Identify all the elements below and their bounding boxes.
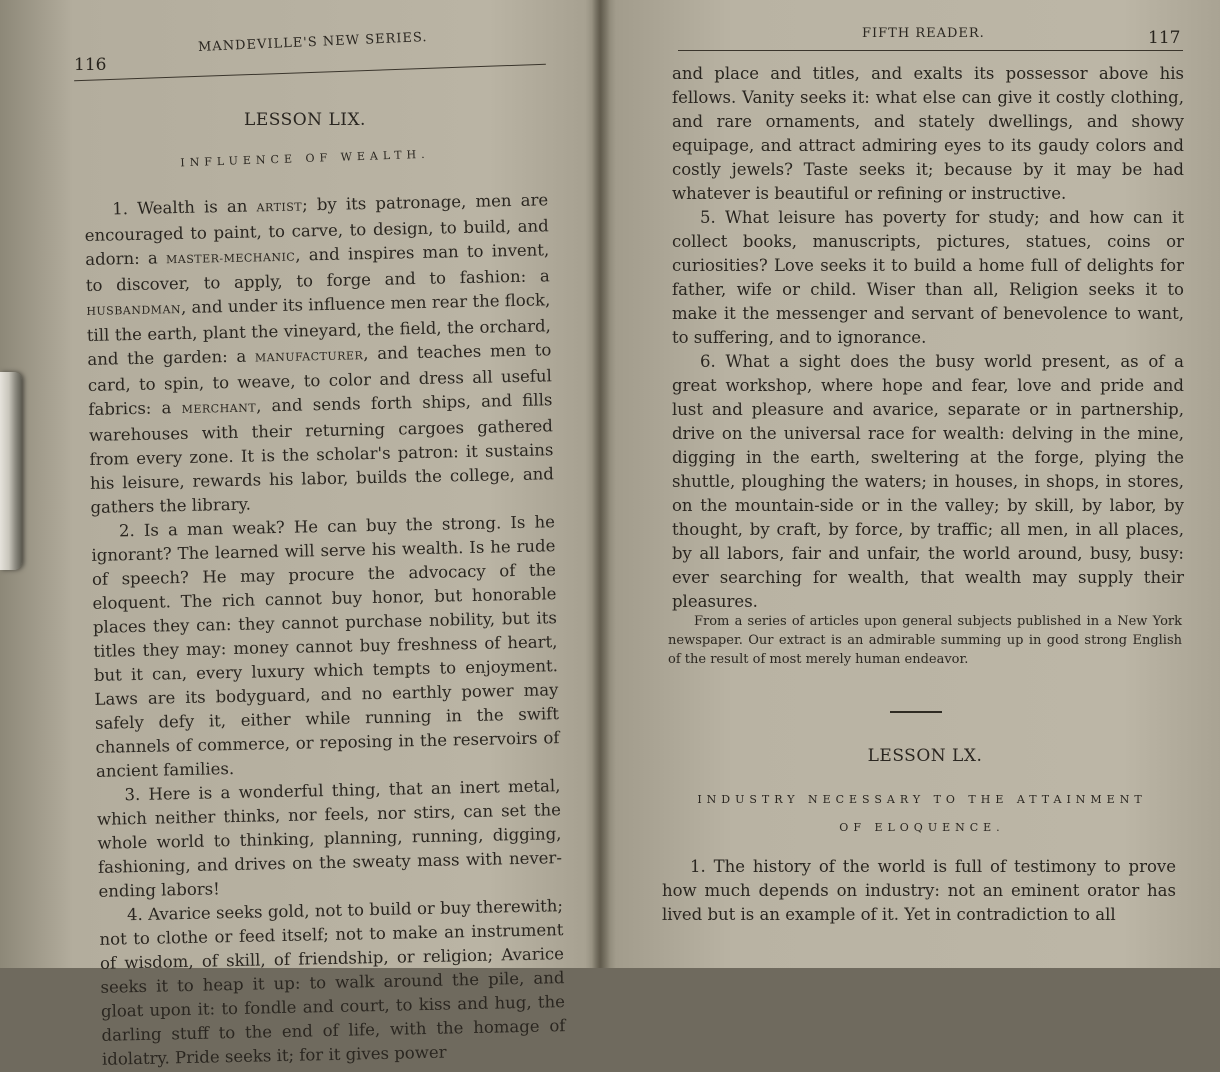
lesson-body-next: [662, 855, 1176, 927]
paragraph: [84, 188, 555, 520]
small-caps-term: MANUFACTURER: [254, 349, 364, 365]
lesson-subtitle-line2: OF ELOQUENCE.: [839, 821, 1005, 834]
text-run: , and under its influence men rear the flock, till the earth, plant the vineyard, the field, the orchard, and the garden: a: [86, 290, 551, 369]
paragraph: and place and titles, and exalts its possessor above his fellows. Vanity seeks it: what else can give it costly clothing, and rare ornaments, and stately dwellings, and showy equipage, and attract admiring eyes to its gaudy colors and costly jewels? Taste seeks it; because by it may be had whatever is beautiful or refining or instructive.: [672, 64, 1184, 203]
lesson-subtitle: INDUSTRY NECESSARY TO THE ATTAINMENT: [697, 793, 1147, 806]
header-rule: [74, 64, 546, 81]
paragraph: 4. Avarice seeks gold, not to build or buy therewith; not to clothe or feed itself; not to make an instrument of wisdom, of skill, of friendship, or religion; Avarice seeks it to heap it up: to walk around the pile, and gloat upon it: to fondle and court, to kiss and hug, the darling stuff to the end of life, with the homage of idolatry. Pride seeks it; for it gives power: [99, 896, 566, 1069]
paragraph: 2. Is a man weak? He can buy the strong. Is he ignorant? The learned will serve his wealth. Is he rude of speech? He may procure the advocacy of the eloquent. The rich cannot buy honor, but honorable places they can: they cannot purchase nobility, but its titles they may: money cannot buy freshness of heart, but it can, every luxury which tempts to enjoyment. Laws are its bodyguard, and no earthly power may safely defy it, either while running in the swift channels of commerce, or reposing in the reservoirs of ancient families.: [91, 512, 560, 781]
paragraph: 3. Here is a wonderful thing, that an inert metal, which neither thinks, nor feels, nor stirs, can set the whole world to thinking, planning, running, digging, fashioning, and drives on the sweaty mass with never-ending labors!: [96, 776, 563, 901]
text-run: , and inspires man to invent, to discover, to apply, to forge and to fashion: a: [85, 240, 550, 295]
section-divider: [890, 711, 942, 713]
text-run: 1. Wealth is an: [112, 196, 257, 219]
small-caps-term: HUSBANDMAN: [86, 302, 182, 318]
page-number: 116: [74, 55, 107, 75]
paragraph: 5. What leisure has poverty for study; and how can it collect books, manuscripts, pictures, statues, coins or curiosities? Love seeks it to build a home full of delights for father, wife or child. Wiser than all, Religion seeks it to make it the messenger and servant of benevolence to want, to suffering, and to ignorance.: [672, 208, 1184, 347]
lesson-title: LESSON LX.: [867, 746, 983, 766]
header-rule: [678, 50, 1183, 51]
small-caps-term: MERCHANT: [181, 401, 257, 416]
paragraph: 6. What a sight does the busy world present, as of a great workshop, where hope and fear, love and pride and lust and pleasure and avarice, separate or in partnership, drive on the universal race for wealth: delving in the mine, digging in the earth, sweltering at the forge, plying the shuttle, ploughing the waters; in houses, in shops, in stores, on the mountain-side or in the valley; by skill, by labor, by thought, by craft, by force, by traffic; all men, in all places, by all labors, fair and unfair, the world around, busy, busy: ever searching for wealth, that wealth may supply their pleasures.: [672, 352, 1184, 611]
source-note: [668, 612, 1182, 669]
lesson-title: LESSON LIX.: [244, 110, 366, 130]
right-page: [600, 0, 1220, 968]
running-head: MANDEVILLE'S NEW SERIES.: [197, 29, 428, 56]
small-caps-term: ARTIST: [256, 200, 303, 215]
note-text: From a series of articles upon general subjects published in a New York newspaper. Our extract is an admirable summing up in good strong English of the result of most merely human endeavor.: [668, 614, 1182, 667]
small-caps-term: MASTER-MECHANIC: [165, 250, 296, 267]
text-run: , and teaches men to card, to spin, to weave, to color and dress all useful fabrics: a: [87, 340, 553, 419]
lesson-body: [84, 188, 566, 1072]
running-head: FIFTH READER.: [862, 26, 985, 41]
text-run: , and sends forth ships, and fills warehouses with their returning cargoes gathered from every zone. It is the scholar's patron: it sustains his leisure, rewards his labor, builds the college, and gathers the library.: [88, 390, 555, 517]
lesson-body: [672, 62, 1184, 614]
left-page: [0, 0, 598, 1069]
lesson-subtitle: INFLUENCE OF WEALTH.: [180, 147, 430, 170]
paragraph: 1. The history of the world is full of testimony to prove how much depends on industry: not an eminent orator has lived but is an example of it. Yet in contradiction to all: [662, 857, 1176, 924]
text-run: ; by its patronage, men are encouraged to paint, to carve, to design, to build, and adorn: a: [84, 190, 549, 269]
page-number: 117: [1148, 28, 1181, 48]
